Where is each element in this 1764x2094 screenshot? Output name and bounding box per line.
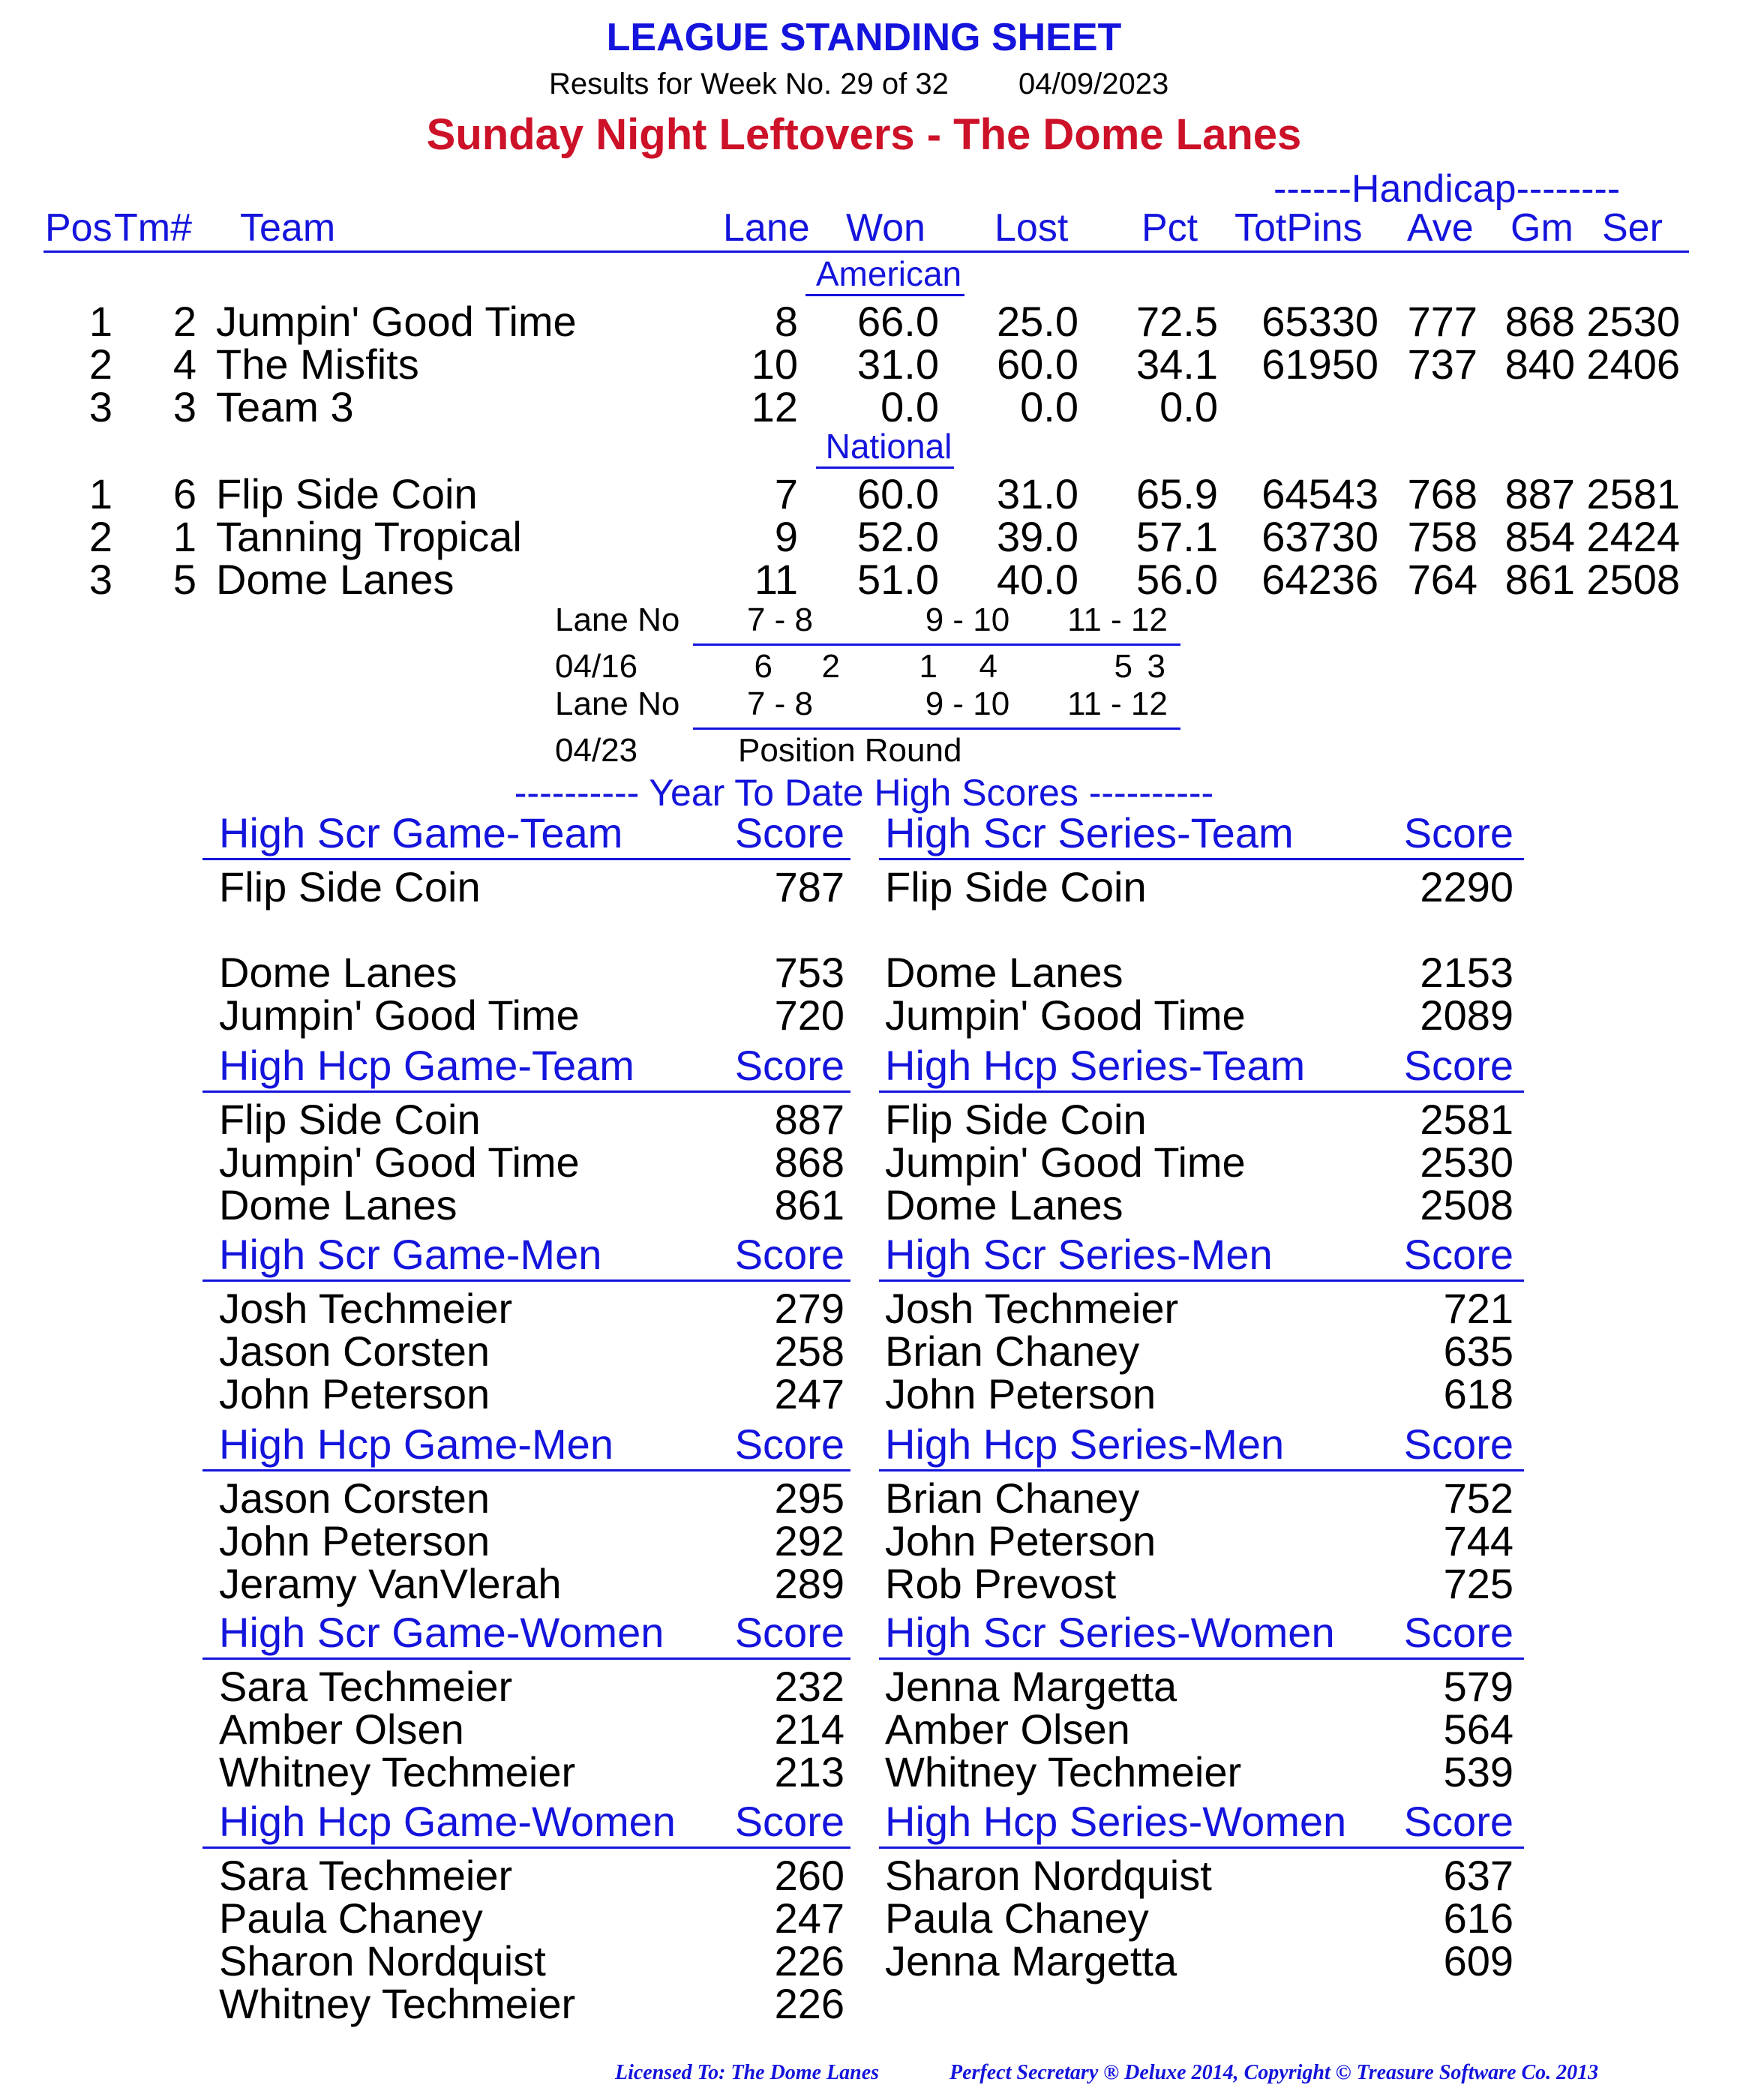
score-header: Score xyxy=(734,809,844,856)
category-rule xyxy=(879,1846,1524,1849)
score-header: Score xyxy=(734,1231,844,1278)
col-tm: Tm# xyxy=(114,206,192,250)
lane-pair: 9 - 10 xyxy=(925,602,1010,638)
score-entry-value: 787 xyxy=(774,863,844,910)
score-entry-name: Flip Side Coin xyxy=(885,1096,1147,1143)
team-ser: 2581 xyxy=(1586,470,1680,518)
team-pct: 0.0 xyxy=(1160,383,1218,430)
team-ave: 764 xyxy=(1407,556,1478,603)
col-won: Won xyxy=(846,206,926,250)
category-rule xyxy=(879,1090,1524,1093)
score-entry-name: Paula Chaney xyxy=(219,1894,483,1942)
score-entry-value: 579 xyxy=(1443,1663,1514,1710)
team-lane: 10 xyxy=(751,340,798,388)
score-header: Score xyxy=(1403,1042,1514,1089)
score-entry-value: 868 xyxy=(774,1138,844,1186)
score-entry-name: Dome Lanes xyxy=(219,1181,458,1228)
score-entry-name: Whitney Techmeier xyxy=(219,1980,576,2027)
team-ave: 777 xyxy=(1407,298,1478,345)
team-tm: 1 xyxy=(172,513,196,560)
score-entry-value: 213 xyxy=(774,1748,844,1796)
lane-pair: 11 - 12 xyxy=(1067,686,1168,722)
team-ave: 737 xyxy=(1407,340,1478,388)
team-ave: 758 xyxy=(1407,513,1478,560)
team-pct: 72.5 xyxy=(1136,298,1218,345)
team-tm: 2 xyxy=(172,298,196,345)
team-pct: 57.1 xyxy=(1136,513,1218,560)
league-name: Sunday Night Leftovers - The Dome Lanes xyxy=(426,110,1302,159)
score-entry-name: Jason Corsten xyxy=(219,1474,490,1522)
team-lost: 39.0 xyxy=(997,513,1078,560)
score-entry-value: 637 xyxy=(1443,1852,1514,1899)
score-header: Score xyxy=(1403,1420,1514,1468)
team-won: 51.0 xyxy=(857,556,939,603)
sheet-title: LEAGUE STANDING SHEET xyxy=(606,16,1122,59)
category-rule xyxy=(879,1280,1524,1282)
team-ave: 768 xyxy=(1407,470,1478,518)
matchup-team: 5 xyxy=(1114,648,1132,685)
score-entry-value: 753 xyxy=(774,949,844,996)
team-ser: 2508 xyxy=(1586,556,1680,603)
score-entry-value: 744 xyxy=(1443,1517,1514,1564)
score-entry-value: 232 xyxy=(774,1663,844,1710)
score-entry-name: Josh Techmeier xyxy=(219,1285,513,1332)
division-label: National xyxy=(825,427,952,466)
handicap-label: ------Handicap-------- xyxy=(1274,167,1621,211)
team-totpins: 65330 xyxy=(1262,298,1378,345)
team-team: Jumpin' Good Time xyxy=(216,298,577,345)
team-pos: 3 xyxy=(88,556,112,603)
col-totpins: TotPins xyxy=(1234,206,1363,250)
score-entry-value: 226 xyxy=(774,1980,844,2027)
score-entry-value: 2153 xyxy=(1420,949,1514,996)
col-pct: Pct xyxy=(1142,206,1198,250)
team-lane: 8 xyxy=(774,298,798,345)
score-header: Score xyxy=(1403,1231,1514,1278)
team-pos: 3 xyxy=(88,383,112,430)
score-header: Score xyxy=(734,1420,844,1468)
header-rule xyxy=(44,250,1689,253)
team-lane: 12 xyxy=(751,383,798,430)
lane-no-label: Lane No xyxy=(555,686,680,722)
team-gm: 854 xyxy=(1504,513,1575,560)
category-rule xyxy=(879,858,1524,860)
score-entry-name: Amber Olsen xyxy=(885,1706,1130,1753)
score-entry-name: Whitney Techmeier xyxy=(219,1748,576,1796)
team-team: Flip Side Coin xyxy=(216,470,478,518)
score-entry-name: Flip Side Coin xyxy=(219,1096,481,1143)
col-ser: Ser xyxy=(1602,206,1663,250)
score-entry-name: Sara Techmeier xyxy=(219,1852,513,1899)
team-won: 0.0 xyxy=(880,383,939,430)
category-title: High Scr Game-Men xyxy=(219,1231,602,1278)
col-team: Team xyxy=(240,206,336,250)
score-entry-value: 279 xyxy=(774,1285,844,1332)
team-gm: 868 xyxy=(1504,298,1575,345)
team-pct: 34.1 xyxy=(1136,340,1218,388)
score-entry-name: Whitney Techmeier xyxy=(885,1748,1242,1796)
team-won: 31.0 xyxy=(857,340,939,388)
score-entry-name: Rob Prevost xyxy=(885,1560,1117,1607)
score-entry-name: John Peterson xyxy=(885,1517,1156,1564)
results-date: 04/09/2023 xyxy=(1018,68,1169,100)
team-lost: 60.0 xyxy=(997,340,1078,388)
score-entry-value: 564 xyxy=(1443,1706,1514,1753)
team-team: Tanning Tropical xyxy=(216,513,522,560)
team-pos: 1 xyxy=(88,470,112,518)
category-rule xyxy=(202,1280,850,1282)
score-entry-name: Sara Techmeier xyxy=(219,1663,513,1710)
lane-no-label: Lane No xyxy=(555,602,680,638)
team-pct: 65.9 xyxy=(1136,470,1218,518)
category-title: High Scr Game-Women xyxy=(219,1609,664,1656)
score-entry-value: 618 xyxy=(1443,1370,1514,1418)
lane-pair: 9 - 10 xyxy=(925,686,1010,722)
score-entry-name: Jumpin' Good Time xyxy=(219,1138,580,1186)
team-lost: 40.0 xyxy=(997,556,1078,603)
score-entry-value: 260 xyxy=(774,1852,844,1899)
score-header: Score xyxy=(1403,1798,1514,1845)
col-lost: Lost xyxy=(994,206,1069,250)
score-entry-value: 539 xyxy=(1443,1748,1514,1796)
team-ser: 2424 xyxy=(1586,513,1680,560)
schedule-note: Position Round xyxy=(738,732,962,769)
score-header: Score xyxy=(734,1042,844,1089)
score-entry-name: Jason Corsten xyxy=(219,1328,490,1375)
score-entry-name: Brian Chaney xyxy=(885,1474,1140,1522)
team-tm: 6 xyxy=(172,470,196,518)
score-entry-name: Amber Olsen xyxy=(219,1706,464,1753)
score-entry-value: 2581 xyxy=(1420,1096,1514,1143)
team-totpins: 63730 xyxy=(1262,513,1378,560)
score-entry-name: Flip Side Coin xyxy=(219,863,481,910)
division-underline xyxy=(806,294,964,296)
division-label: American xyxy=(815,254,962,293)
category-rule xyxy=(202,858,850,860)
team-tm: 5 xyxy=(172,556,196,603)
team-lane: 9 xyxy=(774,513,798,560)
score-entry-name: Jenna Margetta xyxy=(885,1663,1178,1710)
team-gm: 840 xyxy=(1504,340,1575,388)
score-entry-name: Dome Lanes xyxy=(885,949,1124,996)
category-title: High Hcp Series-Men xyxy=(885,1420,1285,1468)
team-ser: 2530 xyxy=(1586,298,1680,345)
team-won: 60.0 xyxy=(857,470,939,518)
schedule-date: 04/23 xyxy=(555,732,638,769)
schedule-date: 04/16 xyxy=(555,648,638,685)
category-rule xyxy=(202,1090,850,1093)
team-ser: 2406 xyxy=(1586,340,1680,388)
matchup-team: 4 xyxy=(979,648,998,685)
score-entry-value: 2508 xyxy=(1420,1181,1514,1228)
score-header: Score xyxy=(734,1798,844,1845)
col-pos: Pos xyxy=(45,206,112,250)
score-entry-value: 887 xyxy=(774,1096,844,1143)
score-entry-value: 720 xyxy=(774,992,844,1039)
copyright: Perfect Secretary ® Deluxe 2014, Copyright © Treasure Software Co. 2013 xyxy=(950,2061,1599,2084)
col-lane: Lane xyxy=(723,206,810,250)
category-rule xyxy=(202,1846,850,1849)
score-entry-name: John Peterson xyxy=(219,1370,490,1418)
team-totpins: 64236 xyxy=(1262,556,1378,603)
team-won: 66.0 xyxy=(857,298,939,345)
team-team: Dome Lanes xyxy=(216,556,454,603)
matchup-team: 3 xyxy=(1147,648,1166,685)
division-underline xyxy=(816,466,954,469)
team-tm: 3 xyxy=(172,383,196,430)
score-entry-name: Josh Techmeier xyxy=(885,1285,1179,1332)
score-entry-value: 861 xyxy=(774,1181,844,1228)
score-entry-value: 247 xyxy=(774,1894,844,1942)
score-entry-value: 725 xyxy=(1443,1560,1514,1607)
team-lost: 31.0 xyxy=(997,470,1078,518)
category-title: High Scr Game-Team xyxy=(219,809,623,856)
team-pos: 1 xyxy=(88,298,112,345)
team-team: The Misfits xyxy=(216,340,419,388)
score-entry-value: 2089 xyxy=(1420,992,1514,1039)
score-entry-name: Brian Chaney xyxy=(885,1328,1140,1375)
team-totpins: 64543 xyxy=(1262,470,1378,518)
team-team: Team 3 xyxy=(216,383,354,430)
category-title: High Hcp Series-Women xyxy=(885,1798,1347,1845)
team-pos: 2 xyxy=(88,340,112,388)
score-entry-value: 214 xyxy=(774,1706,844,1753)
score-entry-name: Sharon Nordquist xyxy=(219,1937,546,1984)
score-entry-name: John Peterson xyxy=(219,1517,490,1564)
lane-pair: 7 - 8 xyxy=(746,686,814,722)
score-entry-value: 247 xyxy=(774,1370,844,1418)
schedule-rule xyxy=(693,644,1180,646)
lane-pair: 11 - 12 xyxy=(1067,602,1168,638)
score-entry-value: 2290 xyxy=(1420,863,1514,910)
ytd-title: ---------- Year To Date High Scores ---------- xyxy=(514,772,1214,814)
score-entry-name: Dome Lanes xyxy=(885,1181,1124,1228)
category-title: High Scr Series-Team xyxy=(885,809,1294,856)
category-rule xyxy=(879,1469,1524,1472)
score-entry-name: Flip Side Coin xyxy=(885,863,1147,910)
score-entry-name: Dome Lanes xyxy=(219,949,458,996)
matchup-team: 1 xyxy=(919,648,938,685)
score-entry-name: Paula Chaney xyxy=(885,1894,1149,1942)
team-totpins: 61950 xyxy=(1262,340,1378,388)
team-lane: 11 xyxy=(754,556,798,603)
score-header: Score xyxy=(734,1609,844,1656)
matchup-team: 6 xyxy=(754,648,772,685)
team-pos: 2 xyxy=(88,513,112,560)
category-rule xyxy=(202,1658,850,1660)
col-gm: Gm xyxy=(1510,206,1574,250)
category-title: High Hcp Game-Team xyxy=(219,1042,634,1089)
score-entry-name: Jumpin' Good Time xyxy=(219,992,580,1039)
results-line: Results for Week No. 29 of 32 xyxy=(549,68,949,100)
lane-pair: 7 - 8 xyxy=(746,602,814,638)
score-entry-name: Sharon Nordquist xyxy=(885,1852,1212,1899)
team-lane: 7 xyxy=(774,470,798,518)
col-ave: Ave xyxy=(1407,206,1474,250)
category-title: High Scr Series-Women xyxy=(885,1609,1335,1656)
score-entry-value: 721 xyxy=(1443,1285,1514,1332)
team-pct: 56.0 xyxy=(1136,556,1218,603)
team-gm: 861 xyxy=(1504,556,1575,603)
team-lost: 0.0 xyxy=(1020,383,1078,430)
score-entry-value: 616 xyxy=(1443,1894,1514,1942)
category-title: High Scr Series-Men xyxy=(885,1231,1273,1278)
team-tm: 4 xyxy=(172,340,196,388)
score-entry-value: 635 xyxy=(1443,1328,1514,1375)
category-rule xyxy=(202,1469,850,1472)
score-entry-value: 292 xyxy=(774,1517,844,1564)
category-title: High Hcp Game-Men xyxy=(219,1420,614,1468)
score-entry-name: Jumpin' Good Time xyxy=(885,992,1246,1039)
team-lost: 25.0 xyxy=(997,298,1078,345)
score-entry-value: 289 xyxy=(774,1560,844,1607)
team-won: 52.0 xyxy=(857,513,939,560)
score-header: Score xyxy=(1403,1609,1514,1656)
team-gm: 887 xyxy=(1504,470,1575,518)
category-title: High Hcp Series-Team xyxy=(885,1042,1306,1089)
licensed-to: Licensed To: The Dome Lanes xyxy=(615,2061,880,2084)
score-entry-name: Jeramy VanVlerah xyxy=(219,1560,562,1607)
score-entry-name: John Peterson xyxy=(885,1370,1156,1418)
score-entry-name: Jenna Margetta xyxy=(885,1937,1178,1984)
score-entry-value: 226 xyxy=(774,1937,844,1984)
score-entry-value: 609 xyxy=(1443,1937,1514,1984)
score-entry-value: 258 xyxy=(774,1328,844,1375)
category-title: High Hcp Game-Women xyxy=(219,1798,676,1845)
score-entry-name: Jumpin' Good Time xyxy=(885,1138,1246,1186)
score-header: Score xyxy=(1403,809,1514,856)
matchup-team: 2 xyxy=(821,648,840,685)
score-entry-value: 2530 xyxy=(1420,1138,1514,1186)
schedule-rule xyxy=(693,728,1180,730)
score-entry-value: 295 xyxy=(774,1474,844,1522)
score-entry-value: 752 xyxy=(1443,1474,1514,1522)
category-rule xyxy=(879,1658,1524,1660)
